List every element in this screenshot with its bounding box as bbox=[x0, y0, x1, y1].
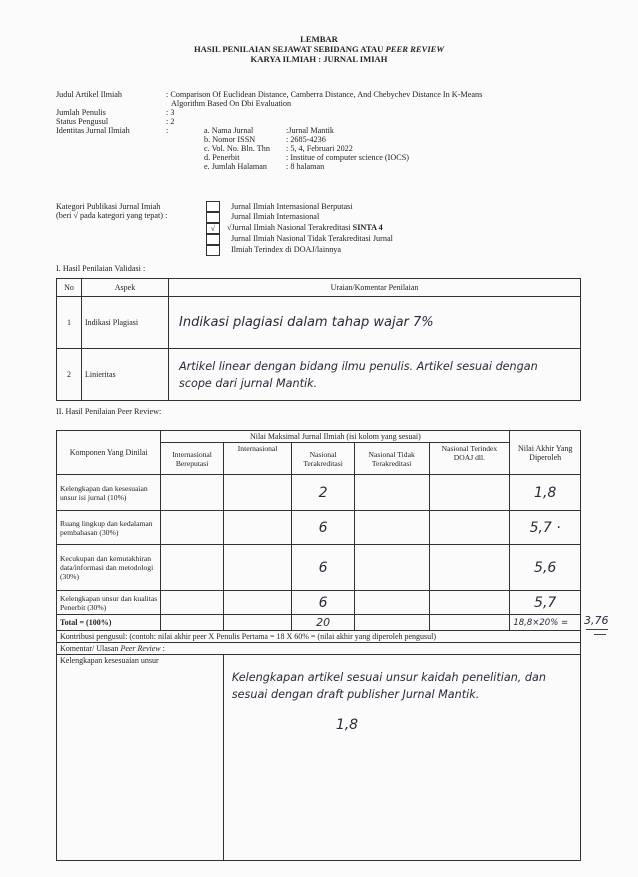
journal-row bbox=[204, 162, 325, 171]
handwritten-line: scope dari jurnal Mantik. bbox=[179, 376, 318, 390]
doc-title-line2-text: HASIL PENILAIAN SEJAWAT SEBIDANG ATAU bbox=[193, 44, 386, 54]
underline-mark bbox=[594, 634, 606, 635]
subcol-nasional-terakreditasi: Nasional Terakreditasi bbox=[292, 443, 354, 475]
journal-row bbox=[204, 144, 353, 153]
kategori-label-1: Kategori Publikasi Jurnal Imiah bbox=[56, 202, 161, 211]
kategori-checkbox[interactable] bbox=[206, 212, 220, 223]
table-row bbox=[57, 545, 581, 591]
table-row bbox=[57, 297, 581, 349]
row-aspek: Linieritas bbox=[82, 349, 169, 401]
col-akhir: Nilai Akhir Yang Diperoleh bbox=[510, 431, 581, 475]
komentar-text: Komentar/ Ulasan bbox=[60, 644, 121, 653]
journal-row bbox=[204, 126, 334, 135]
judul-value-1: : Comparison Of Euclidean Distance, Camberra Distance, And Chebychev Distance In K-Means bbox=[166, 90, 483, 99]
subcol-internasional-bereputasi: Internasional Bereputasi bbox=[161, 443, 223, 475]
handwritten-comment bbox=[169, 349, 581, 401]
row-komponen: Kecukupan dan kemutakhiran data/informasi dan metodologi (30%) bbox=[57, 545, 161, 591]
col-komponen: Komponen Yang Dinilai bbox=[57, 431, 161, 475]
doc-title-peer-review: PEER REVIEW bbox=[385, 44, 445, 54]
cell-empty bbox=[161, 475, 223, 511]
handwritten-akhir: 5,7 · bbox=[510, 511, 581, 545]
journal-row-value: : Institue of computer science (IOCS) bbox=[286, 153, 410, 162]
journal-row bbox=[204, 135, 326, 144]
cell-empty bbox=[223, 511, 292, 545]
handwritten-line: Artikel linear dengan bidang ilmu penulis. Artikel sesuai dengan bbox=[179, 359, 538, 373]
kategori-checkbox[interactable] bbox=[206, 234, 220, 245]
col-no: No bbox=[57, 279, 82, 297]
kategori-checkbox-checked[interactable]: √ bbox=[206, 223, 220, 234]
identitas-colon: : bbox=[166, 126, 169, 135]
handwritten-total-akhir: 18,8×20% = bbox=[510, 615, 581, 631]
cell-empty bbox=[223, 615, 292, 631]
journal-row-value: :Jurnal Mantik bbox=[286, 126, 334, 135]
subcol-internasional: Internasional bbox=[223, 443, 292, 475]
handwritten-akhir: 5,6 bbox=[510, 545, 581, 591]
kategori-option-text: √Jurnal Ilmiah Nasional Terakreditasi bbox=[227, 223, 353, 232]
row-no: 1 bbox=[57, 297, 82, 349]
cell-empty bbox=[161, 511, 223, 545]
table-row bbox=[57, 349, 581, 401]
cell-empty bbox=[161, 615, 223, 631]
journal-row-value: : 5, 4, Februari 2022 bbox=[286, 144, 353, 153]
cell-empty bbox=[429, 511, 510, 545]
handwritten-ulasan: sesuai dengan draft publisher Jurnal Mantik. bbox=[231, 688, 480, 701]
cell-empty bbox=[429, 591, 510, 615]
kategori-sinta: SINTA 4 bbox=[352, 223, 383, 232]
doc-title-line2 bbox=[0, 44, 638, 54]
judul-value-2: Algorithm Based On Dbi Evaluation bbox=[171, 99, 292, 108]
table-row bbox=[57, 511, 581, 545]
handwritten-akhir: 1,8 bbox=[510, 475, 581, 511]
handwritten-score: 2 bbox=[292, 475, 354, 511]
handwritten-total-result: 3,76 bbox=[584, 614, 609, 627]
handwritten-ulasan: Kelengkapan artikel sesuai unsur kaidah penelitian, dan bbox=[231, 671, 546, 684]
kategori-option-text: Jurnal Ilmiah Nasional Tidak Terakreditasi Jurnal bbox=[231, 234, 393, 243]
journal-row bbox=[204, 153, 410, 162]
judul-label: Judul Artikel Ilmiah bbox=[56, 90, 122, 99]
kategori-option-text: Ilmiah Terindex di DOAJ/lainnya bbox=[231, 245, 342, 254]
kategori-option-text: Jurnal Ilmiah Internasional Berputasi bbox=[231, 202, 353, 211]
row-komponen: Kelengkapan unsur dan kualitas Penerbit (30%) bbox=[57, 591, 161, 615]
penulis-value: : 3 bbox=[166, 108, 175, 117]
cell-empty bbox=[354, 475, 429, 511]
col-uraian: Uraian/Komentar Penilaian bbox=[169, 279, 581, 297]
row-aspek: Indikasi Plagiasi bbox=[82, 297, 169, 349]
cell-empty bbox=[429, 615, 510, 631]
cell-empty bbox=[223, 545, 292, 591]
cell-empty bbox=[354, 591, 429, 615]
journal-row-label: a. Nama Jurnal bbox=[204, 126, 254, 135]
row-no: 2 bbox=[57, 349, 82, 401]
kategori-checkbox[interactable] bbox=[206, 245, 220, 256]
doc-title-line3: KARYA ILMIAH : JURNAL IMIAH bbox=[250, 54, 388, 64]
row-komponen: Ruang lingkup dan kedalaman pembahasan (30%) bbox=[57, 511, 161, 545]
cell-empty bbox=[161, 545, 223, 591]
peer-table bbox=[56, 430, 581, 861]
komentar-heading bbox=[57, 643, 581, 655]
kategori-label-2: (beri √ pada kategori yang tepat) : bbox=[56, 211, 168, 220]
identitas-label: Identitas Jurnal Ilmiah bbox=[56, 126, 130, 135]
handwritten-score: 6 bbox=[292, 591, 354, 615]
ulasan-label: Kelengkapan kesesuaian unsur bbox=[57, 655, 224, 861]
komentar-colon: : bbox=[160, 644, 165, 653]
table-row bbox=[57, 591, 581, 615]
kontribusi-note: Kontribusi pengusul: (contoh: nilai akhir peer X Penulis Pertama = 18 X 60% = (nilai akhir yang diperoleh pengusul) bbox=[57, 631, 581, 643]
journal-row-value: : 2685-4236 bbox=[286, 135, 326, 144]
total-row bbox=[57, 615, 581, 631]
handwritten-akhir: 5,7 bbox=[510, 591, 581, 615]
journal-row-label: d. Penerbit bbox=[204, 153, 240, 162]
kategori-option-selected bbox=[227, 223, 383, 232]
journal-row-label: e. Jumlah Halaman bbox=[204, 162, 267, 171]
journal-row-value: : 8 halaman bbox=[286, 162, 325, 171]
col-aspek: Aspek bbox=[82, 279, 169, 297]
cell-empty bbox=[429, 545, 510, 591]
kategori-checkbox[interactable] bbox=[206, 201, 220, 212]
table-row bbox=[57, 475, 581, 511]
handwritten-total: 20 bbox=[292, 615, 354, 631]
handwritten-comment: Indikasi plagiasi dalam tahap wajar 7% bbox=[169, 297, 581, 349]
col-nilai-max: Nilai Maksimal Jurnal Ilmiah (isi kolom yang sesuai) bbox=[161, 431, 510, 443]
handwritten-score: 6 bbox=[292, 511, 354, 545]
cell-empty bbox=[354, 615, 429, 631]
row-komponen: Kelengkapan dan kesesuaian unsur isi jurnal (10%) bbox=[57, 475, 161, 511]
subcol-doaj: Nasional Terindex DOAJ dll. bbox=[429, 443, 510, 475]
status-value: : 2 bbox=[166, 117, 175, 126]
doc-title-line1: LEMBAR bbox=[300, 34, 338, 44]
ulasan-body bbox=[223, 655, 580, 861]
status-label: Status Pengusul bbox=[56, 117, 109, 126]
cell-empty bbox=[223, 475, 292, 511]
total-label: Total = (100%) bbox=[57, 615, 161, 631]
cell-empty bbox=[354, 511, 429, 545]
penulis-label: Jumlah Penulis bbox=[56, 108, 106, 117]
cell-empty bbox=[161, 591, 223, 615]
journal-row-label: b. Nomor ISSN bbox=[204, 135, 256, 144]
handwritten-score: 6 bbox=[292, 545, 354, 591]
journal-info bbox=[204, 126, 410, 171]
cell-empty bbox=[223, 591, 292, 615]
validasi-heading: I. Hasil Penilaian Validasi : bbox=[56, 264, 146, 273]
subcol-nasional-tidak: Nasional Tidak Terakreditasi bbox=[354, 443, 429, 475]
cell-empty bbox=[354, 545, 429, 591]
validasi-table bbox=[56, 278, 581, 401]
journal-row-label: c. Vol. No. Bln. Thn bbox=[204, 144, 270, 153]
peer-heading: II. Hasil Penilaian Peer Review: bbox=[56, 407, 162, 416]
handwritten-ulasan-score: 1,8 bbox=[335, 717, 359, 733]
underline-mark bbox=[586, 629, 608, 630]
cell-empty bbox=[429, 475, 510, 511]
kategori-option-text: Jurnal Ilmiah Internasional bbox=[231, 212, 320, 221]
komentar-peer-review: Peer Review bbox=[120, 644, 161, 653]
